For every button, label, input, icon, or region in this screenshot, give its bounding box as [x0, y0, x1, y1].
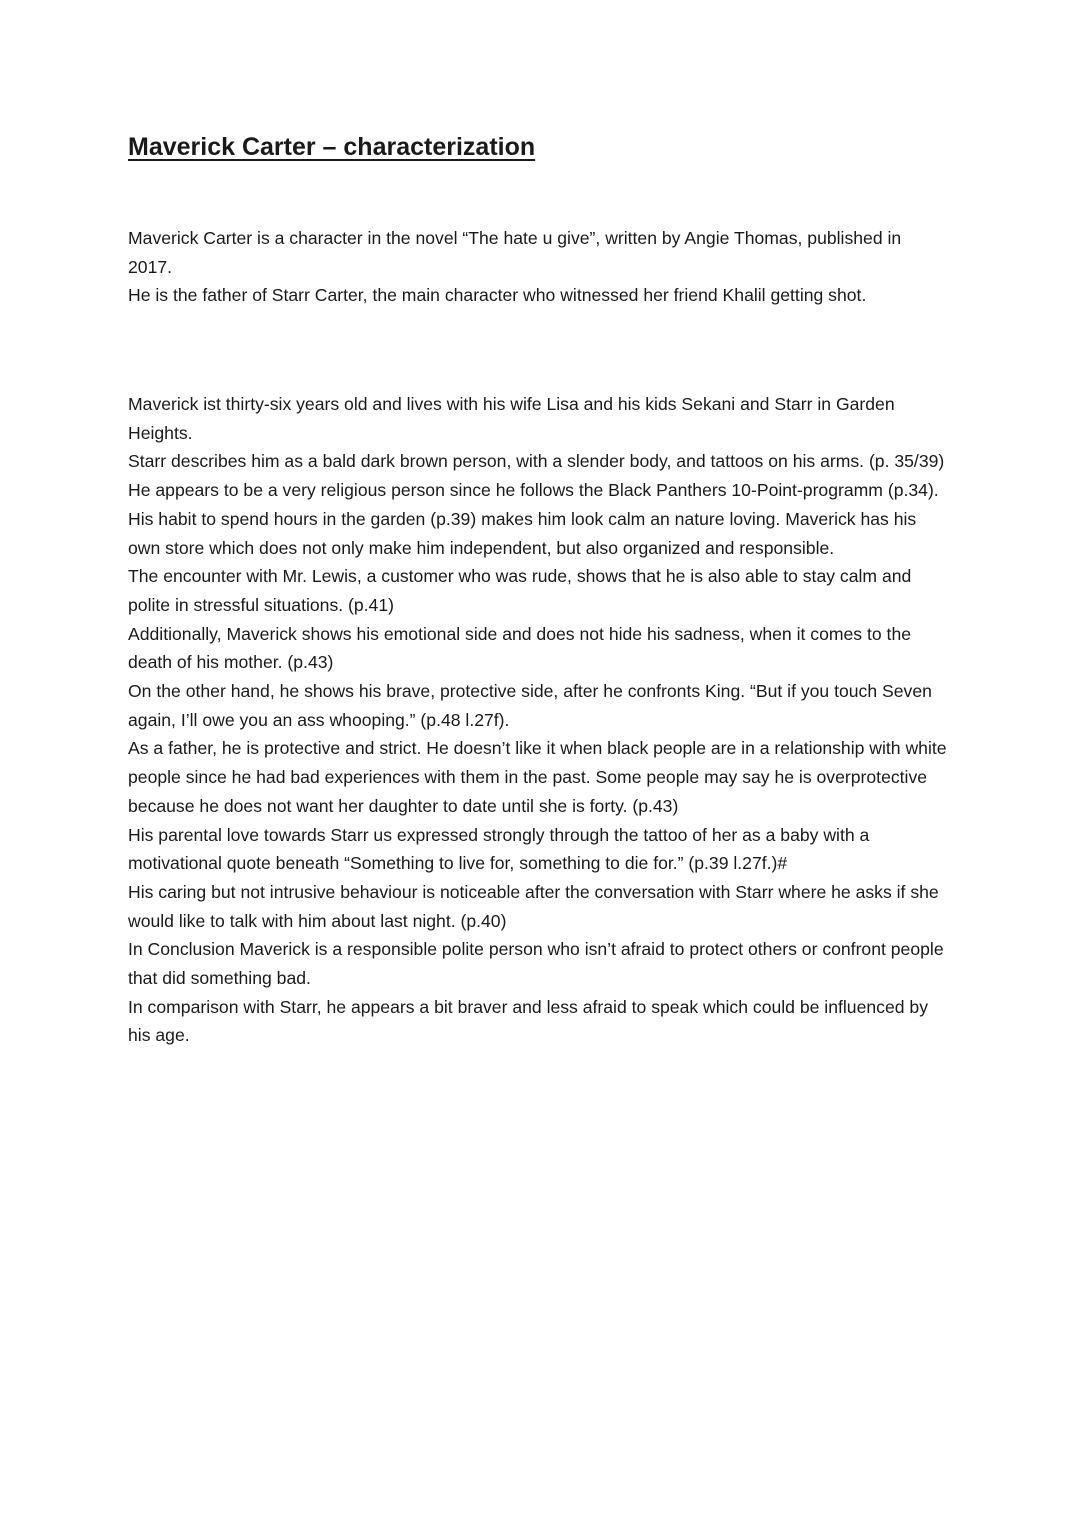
paragraph: In Conclusion Maverick is a responsible polite person who isn’t afraid to protect others or confront people that did something bad.: [128, 939, 944, 989]
paragraph: He appears to be a very religious person since he follows the Black Panthers 10-Point-programm (p.34). His habit to spend hours in the garden (p.39) makes him look calm an nature loving. Maverick has his own store which does not only make him independent, but also organized and responsible.: [128, 480, 939, 558]
intro-section: [128, 224, 948, 310]
main-section: [128, 390, 948, 1050]
paragraph: Additionally, Maverick shows his emotional side and does not hide his sadness, when it comes to the death of his mother. (p.43): [128, 623, 912, 673]
document-title: Maverick Carter – characterization: [128, 133, 536, 161]
paragraph: Maverick ist thirty-six years old and lives with his wife Lisa and his kids Sekani and Starr in Garden Heights.: [128, 394, 895, 443]
paragraph: In comparison with Starr, he appears a bit braver and less afraid to speak which could be influenced by his age.: [128, 996, 928, 1046]
paragraph: As a father, he is protective and strict. He doesn’t like it when black people are in a relationship with white people since he had bad experiences with them in the past. Some people may say he is overprotective because he does not want her daughter to date until she is forty. (p.43): [128, 738, 947, 816]
paragraph: Starr describes him as a bald dark brown person, with a slender body, and tattoos on his arms. (p. 35/39): [128, 451, 945, 472]
paragraph: The encounter with Mr. Lewis, a customer who was rude, shows that he is also able to stay calm and polite in stressful situations. (p.41): [128, 566, 912, 615]
paragraph: His caring but not intrusive behaviour is noticeable after the conversation with Starr where he asks if she would like to talk with him about last night. (p.40): [128, 881, 939, 931]
paragraph: He is the father of Starr Carter, the main character who witnessed her friend Khalil getting shot.: [128, 285, 867, 306]
paragraph: On the other hand, he shows his brave, protective side, after he confronts King. “But if you touch Seven again, I’ll owe you an ass whooping.” (p.48 l.27f).: [128, 681, 932, 730]
paragraph: Maverick Carter is a character in the novel “The hate u give”, written by Angie Thomas, published in 2017.: [128, 228, 902, 277]
paragraph: His parental love towards Starr us expressed strongly through the tattoo of her as a baby with a motivational quote beneath “Something to live for, something to die for.” (p.39 l.27f.)#: [128, 824, 870, 874]
